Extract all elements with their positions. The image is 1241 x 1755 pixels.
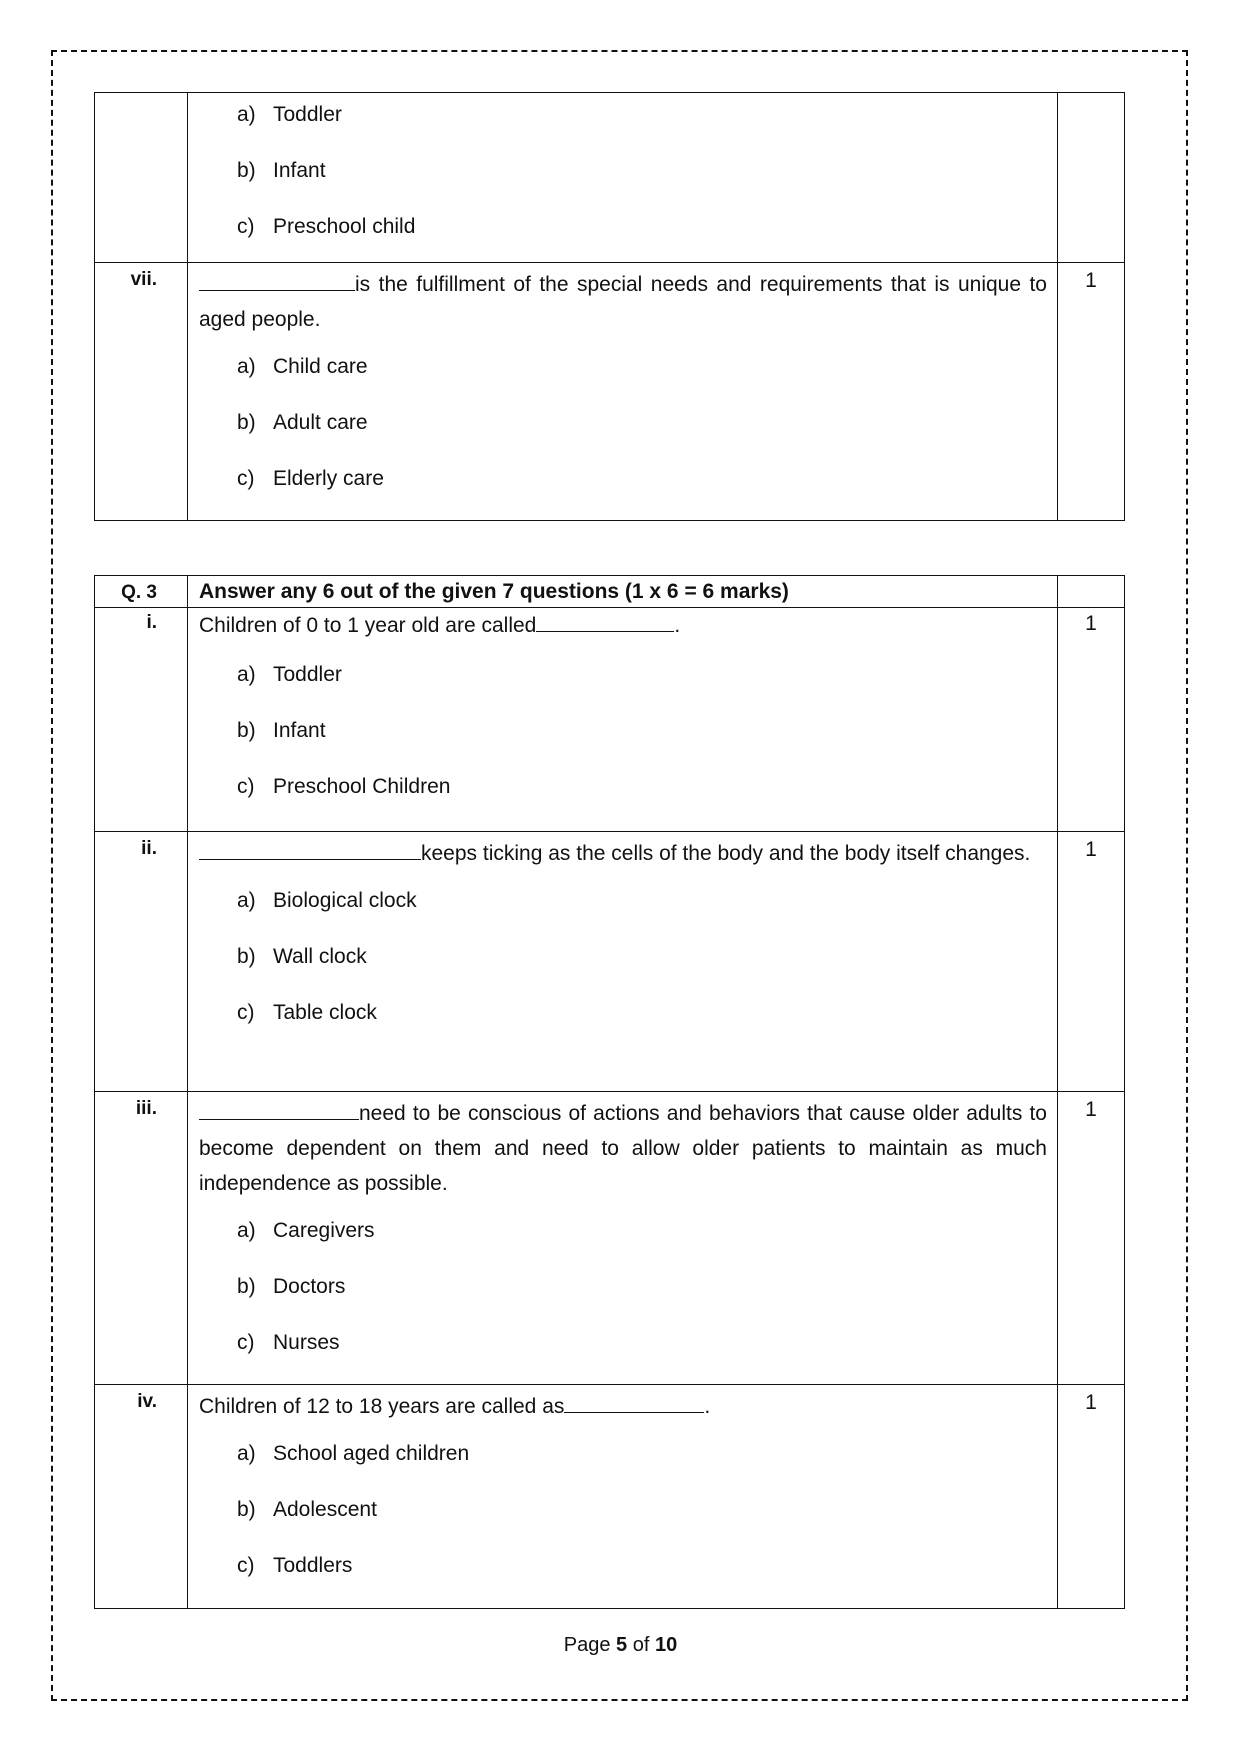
option-text: Infant (273, 719, 326, 742)
option-letter: b) (237, 411, 256, 434)
table-row (95, 263, 1125, 521)
option-text: Toddler (273, 663, 342, 686)
option-item (237, 451, 1047, 507)
table-row (95, 832, 1125, 1092)
of-word: of (632, 1634, 650, 1656)
options-list (199, 647, 1047, 815)
option-item (237, 985, 1047, 1041)
question-stem (199, 1389, 1047, 1424)
option-item (237, 1203, 1047, 1259)
table-row (95, 1385, 1125, 1609)
option-text: Preschool child (273, 215, 416, 238)
option-text: Biological clock (273, 889, 417, 912)
section-header-row (95, 576, 1125, 608)
options-list (199, 1426, 1047, 1594)
option-item (237, 873, 1047, 929)
option-item (237, 87, 1047, 143)
options-list (199, 873, 1047, 1041)
option-letter: b) (237, 159, 256, 182)
option-item (237, 143, 1047, 199)
question-body-cell (188, 1385, 1058, 1609)
option-letter: c) (237, 1331, 255, 1354)
option-letter: a) (237, 889, 256, 912)
option-letter: b) (237, 1498, 256, 1521)
option-letter: b) (237, 719, 256, 742)
table-row (95, 608, 1125, 832)
option-text: Nurses (273, 1331, 340, 1354)
answer-blank (199, 1097, 359, 1120)
page-footer (0, 1634, 1241, 1657)
option-text: Preschool Children (273, 775, 451, 798)
option-item (237, 199, 1047, 255)
table-row (95, 1092, 1125, 1385)
option-item (237, 703, 1047, 759)
question-stem (199, 267, 1047, 337)
option-text: Child care (273, 355, 368, 378)
option-text: Elderly care (273, 467, 384, 490)
marks-value: 1 (1058, 1092, 1125, 1385)
stem-text: keeps ticking as the cells of the body and the body itself changes. (421, 842, 1031, 865)
option-text: Toddlers (273, 1554, 353, 1577)
option-letter: c) (237, 775, 255, 798)
question-number: vii. (95, 263, 188, 521)
option-item (237, 1259, 1047, 1315)
question-number-cell (95, 93, 188, 263)
option-letter: a) (237, 103, 256, 126)
option-text: Adolescent (273, 1498, 377, 1521)
question-body-cell (188, 93, 1058, 263)
option-text: Toddler (273, 103, 342, 126)
question-stem (199, 836, 1047, 871)
option-item (237, 1482, 1047, 1538)
answer-blank (564, 1390, 704, 1413)
option-text: Doctors (273, 1275, 346, 1298)
option-item (237, 395, 1047, 451)
marks-value: 1 (1058, 1385, 1125, 1609)
option-letter: b) (237, 1275, 256, 1298)
option-letter: a) (237, 1219, 256, 1242)
marks-value: 1 (1058, 608, 1125, 832)
question-body-cell (188, 1092, 1058, 1385)
question-number: iii. (95, 1092, 188, 1385)
option-item (237, 339, 1047, 395)
option-item (237, 1538, 1047, 1594)
option-text: School aged children (273, 1442, 470, 1465)
option-item (237, 647, 1047, 703)
question-number: i. (95, 608, 188, 832)
question-number: iv. (95, 1385, 188, 1609)
question-table-continued (94, 92, 1125, 521)
stem-text: need to be conscious of actions and behaviors that cause older adults to become dependent on them and need to allow older patients to maintain as much independence as possible. (199, 1102, 1047, 1195)
option-letter: a) (237, 355, 256, 378)
option-letter: c) (237, 467, 255, 490)
question-body-cell (188, 608, 1058, 832)
current-page-number: 5 (616, 1634, 628, 1656)
options-list (199, 339, 1047, 507)
question-body-cell (188, 832, 1058, 1092)
page-word: Page (563, 1634, 611, 1656)
option-letter: a) (237, 663, 256, 686)
options-list (199, 87, 1047, 255)
option-letter: b) (237, 945, 256, 968)
stem-text: Children of 12 to 18 years are called as (199, 1395, 565, 1418)
option-item (237, 759, 1047, 815)
answer-blank (199, 837, 421, 860)
question-stem (199, 608, 1047, 643)
marks-value: 1 (1058, 263, 1125, 521)
marks-cell (1058, 576, 1125, 608)
table-row (95, 93, 1125, 263)
section-instruction: Answer any 6 out of the given 7 questions (1 x 6 = 6 marks) (188, 576, 1058, 608)
option-item (237, 1426, 1047, 1482)
option-text: Table clock (273, 1001, 377, 1024)
option-letter: c) (237, 1001, 255, 1024)
question-stem (199, 1096, 1047, 1201)
option-text: Wall clock (273, 945, 367, 968)
question-number: ii. (95, 832, 188, 1092)
answer-blank (536, 609, 674, 632)
option-text: Caregivers (273, 1219, 375, 1242)
option-item (237, 1315, 1047, 1371)
marks-cell (1058, 93, 1125, 263)
option-text: Infant (273, 159, 326, 182)
answer-blank (199, 268, 355, 291)
option-letter: a) (237, 1442, 256, 1465)
marks-value: 1 (1058, 832, 1125, 1092)
section-label: Q. 3 (95, 576, 188, 608)
stem-end: . (704, 1395, 711, 1418)
option-letter: c) (237, 1554, 255, 1577)
stem-text: is the fulfillment of the special needs and requirements that is unique to aged people. (199, 273, 1047, 331)
total-pages-number: 10 (654, 1634, 678, 1656)
option-item (237, 929, 1047, 985)
option-text: Adult care (273, 411, 368, 434)
question-body-cell (188, 263, 1058, 521)
question-table-q3 (94, 575, 1125, 1609)
stem-end: . (674, 614, 681, 637)
stem-text: Children of 0 to 1 year old are called (199, 614, 537, 637)
options-list (199, 1203, 1047, 1371)
option-letter: c) (237, 215, 255, 238)
